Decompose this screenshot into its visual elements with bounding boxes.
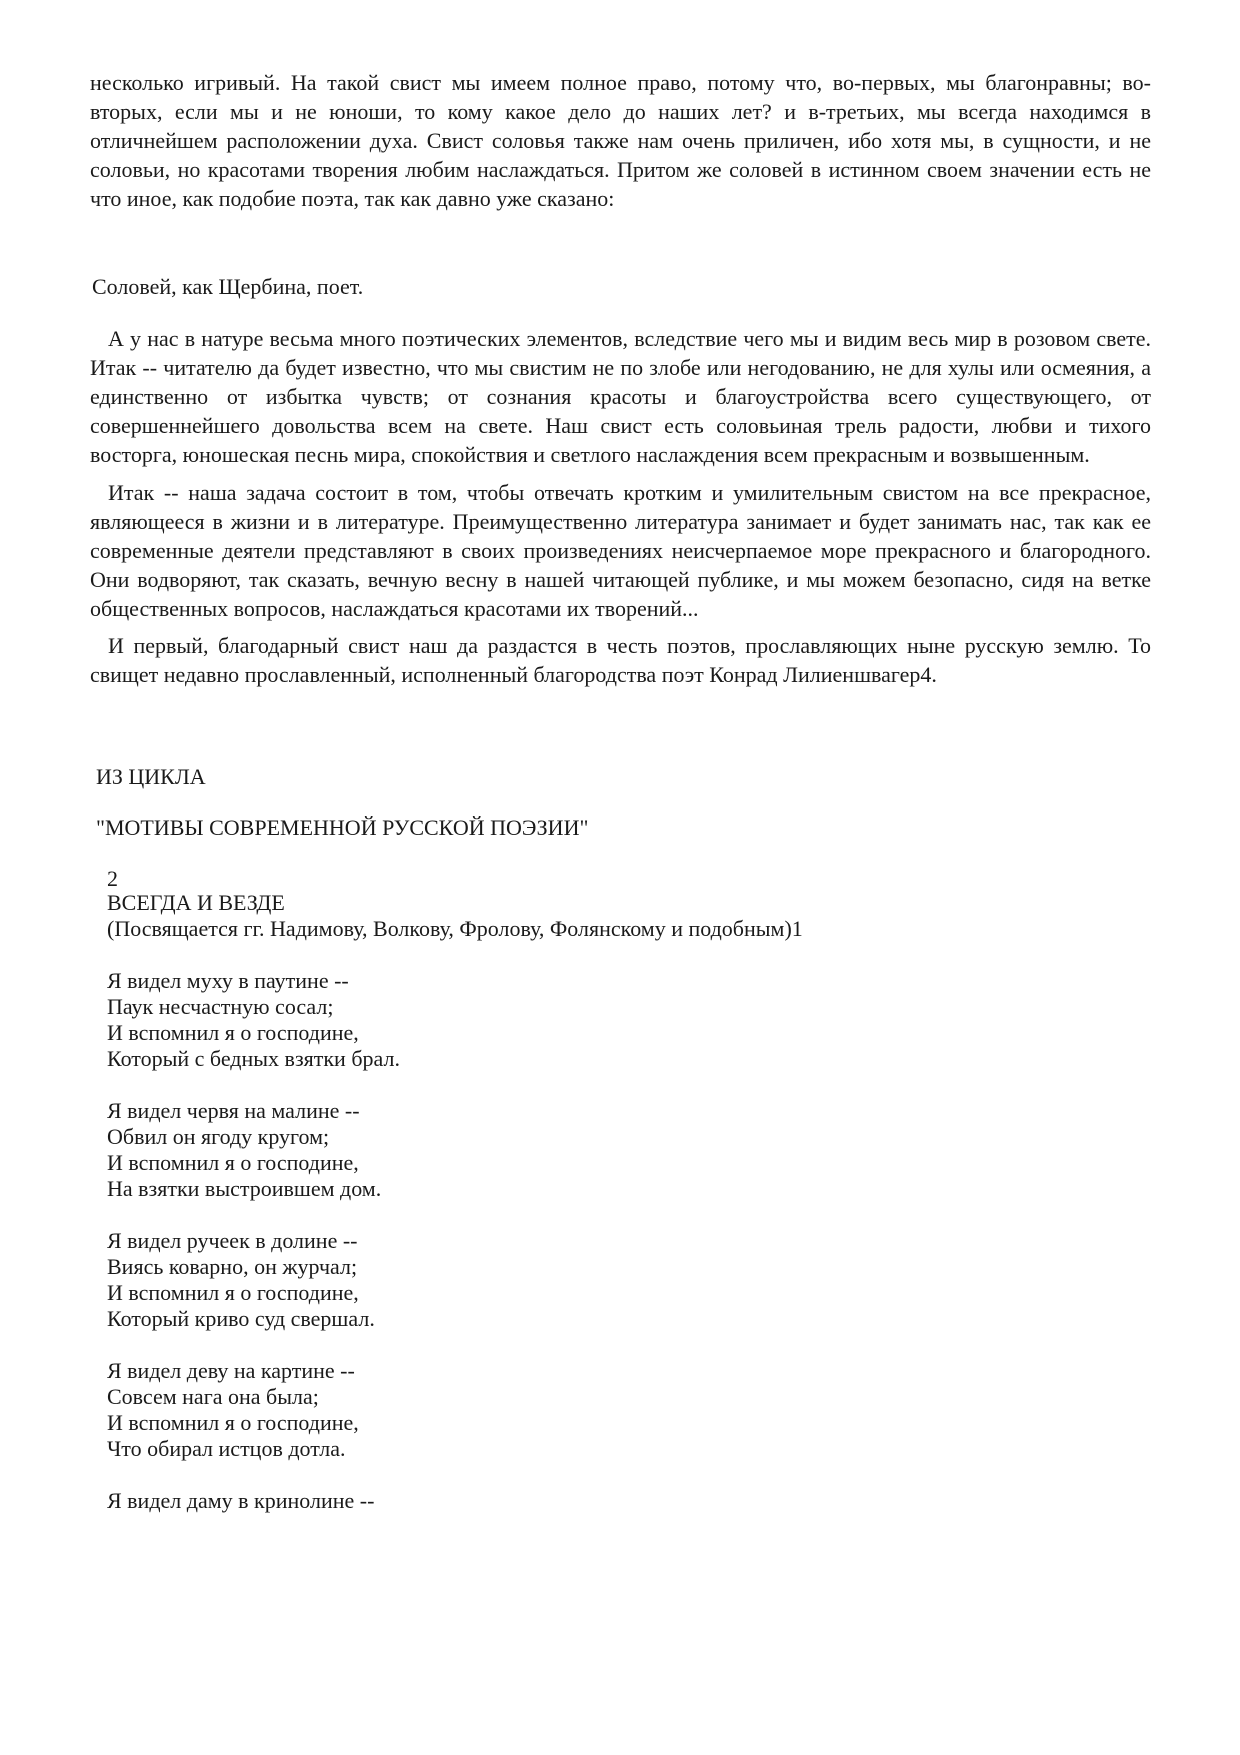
verse-line: И вспомнил я о господине, [107, 1020, 359, 1045]
paragraph-task: Итак -- наша задача состоит в том, чтобы отвечать кротким и умилительным свистом на все прекрасное, являющееся в жизни и в литературе. Преимущественно литература занимает и будет занимать нас, так как ее современные деятели представляют в своих произведениях неисчерпаемое море прекрасного и благородного. Они водворяют, так сказать, вечную весну в нашей читающей публике, и мы можем безопасно, сидя на ветке общественных вопросов, наслаждаться красотами их творений... [90, 480, 1151, 621]
verse-line: Что обирал истцов дотла. [107, 1436, 346, 1461]
verse-line: Я видел деву на картине -- [107, 1358, 355, 1383]
paragraph-intro: несколько игривый. На такой свист мы имеем полное право, потому что, во-первых, мы благонравны; во-вторых, если мы и не юноши, то кому какое дело до наших лет? и в-третьих, мы всегда находимся в отличнейшем расположении духа. Свист соловья также нам очень приличен, ибо хотя мы, в сущности, и не соловьи, но красотами творения любим наслаждаться. Притом же соловей в истинном своем значении есть не что иное, как подобие поэта, так как давно уже сказано: [90, 70, 1151, 211]
verse-line: И вспомнил я о господине, [107, 1410, 359, 1435]
verse-line: И вспомнил я о господине, [107, 1280, 359, 1305]
quote-line: Соловей, как Щербина, поет. [92, 274, 364, 299]
paragraph-first-whistle: И первый, благодарный свист наш да раздастся в честь поэтов, прославляющих ныне русскую землю. То свищет недавно прославленный, исполненный благородства поэт Конрад Лилиеншвагер4. [90, 633, 1151, 687]
verse-line: Я видел червя на малине -- [107, 1098, 360, 1123]
verse-line: Совсем нага она была; [107, 1384, 319, 1409]
poem-title: ВСЕГДА И ВЕЗДЕ [107, 890, 285, 915]
verse-line: Который криво суд свершал. [107, 1306, 375, 1331]
verse-line: Паук несчастную сосал; [107, 994, 334, 1019]
verse-line: Я видел ручеек в долине -- [107, 1228, 358, 1253]
verse-line: На взятки выстроившем дом. [107, 1176, 382, 1201]
verse-line: Я видел даму в кринолине -- [107, 1488, 375, 1513]
verse-line: Обвил он ягоду кругом; [107, 1124, 330, 1149]
paragraph-nature: А у нас в натуре весьма много поэтических элементов, вследствие чего мы и видим весь мир в розовом свете. Итак -- читателю да будет известно, что мы свистим не по злобе или негодованию, не для хулы или осмеяния, а единственно от избытка чувств; от сознания красоты и благоустройства всего существующего, от совершеннейшего довольства всем на свете. Наш свист есть соловьиная трель радости, любви и тихого восторга, юношеская песнь мира, спокойствия и светлого наслаждения всем прекрасным и возвышенным. [90, 326, 1151, 467]
verse-line: И вспомнил я о господине, [107, 1150, 359, 1175]
verse-line: Который с бедных взятки брал. [107, 1046, 400, 1071]
poem-dedication: (Посвящается гг. Надимову, Волкову, Фролову, Фолянскому и подобным)1 [107, 916, 803, 941]
verse-line: Виясь коварно, он журчал; [107, 1254, 358, 1279]
verse-line: Я видел муху в паутине -- [107, 968, 349, 993]
poem-number: 2 [107, 866, 118, 891]
cycle-title: "МОТИВЫ СОВРЕМЕННОЙ РУССКОЙ ПОЭЗИИ" [96, 815, 589, 840]
cycle-label: ИЗ ЦИКЛА [96, 764, 206, 789]
